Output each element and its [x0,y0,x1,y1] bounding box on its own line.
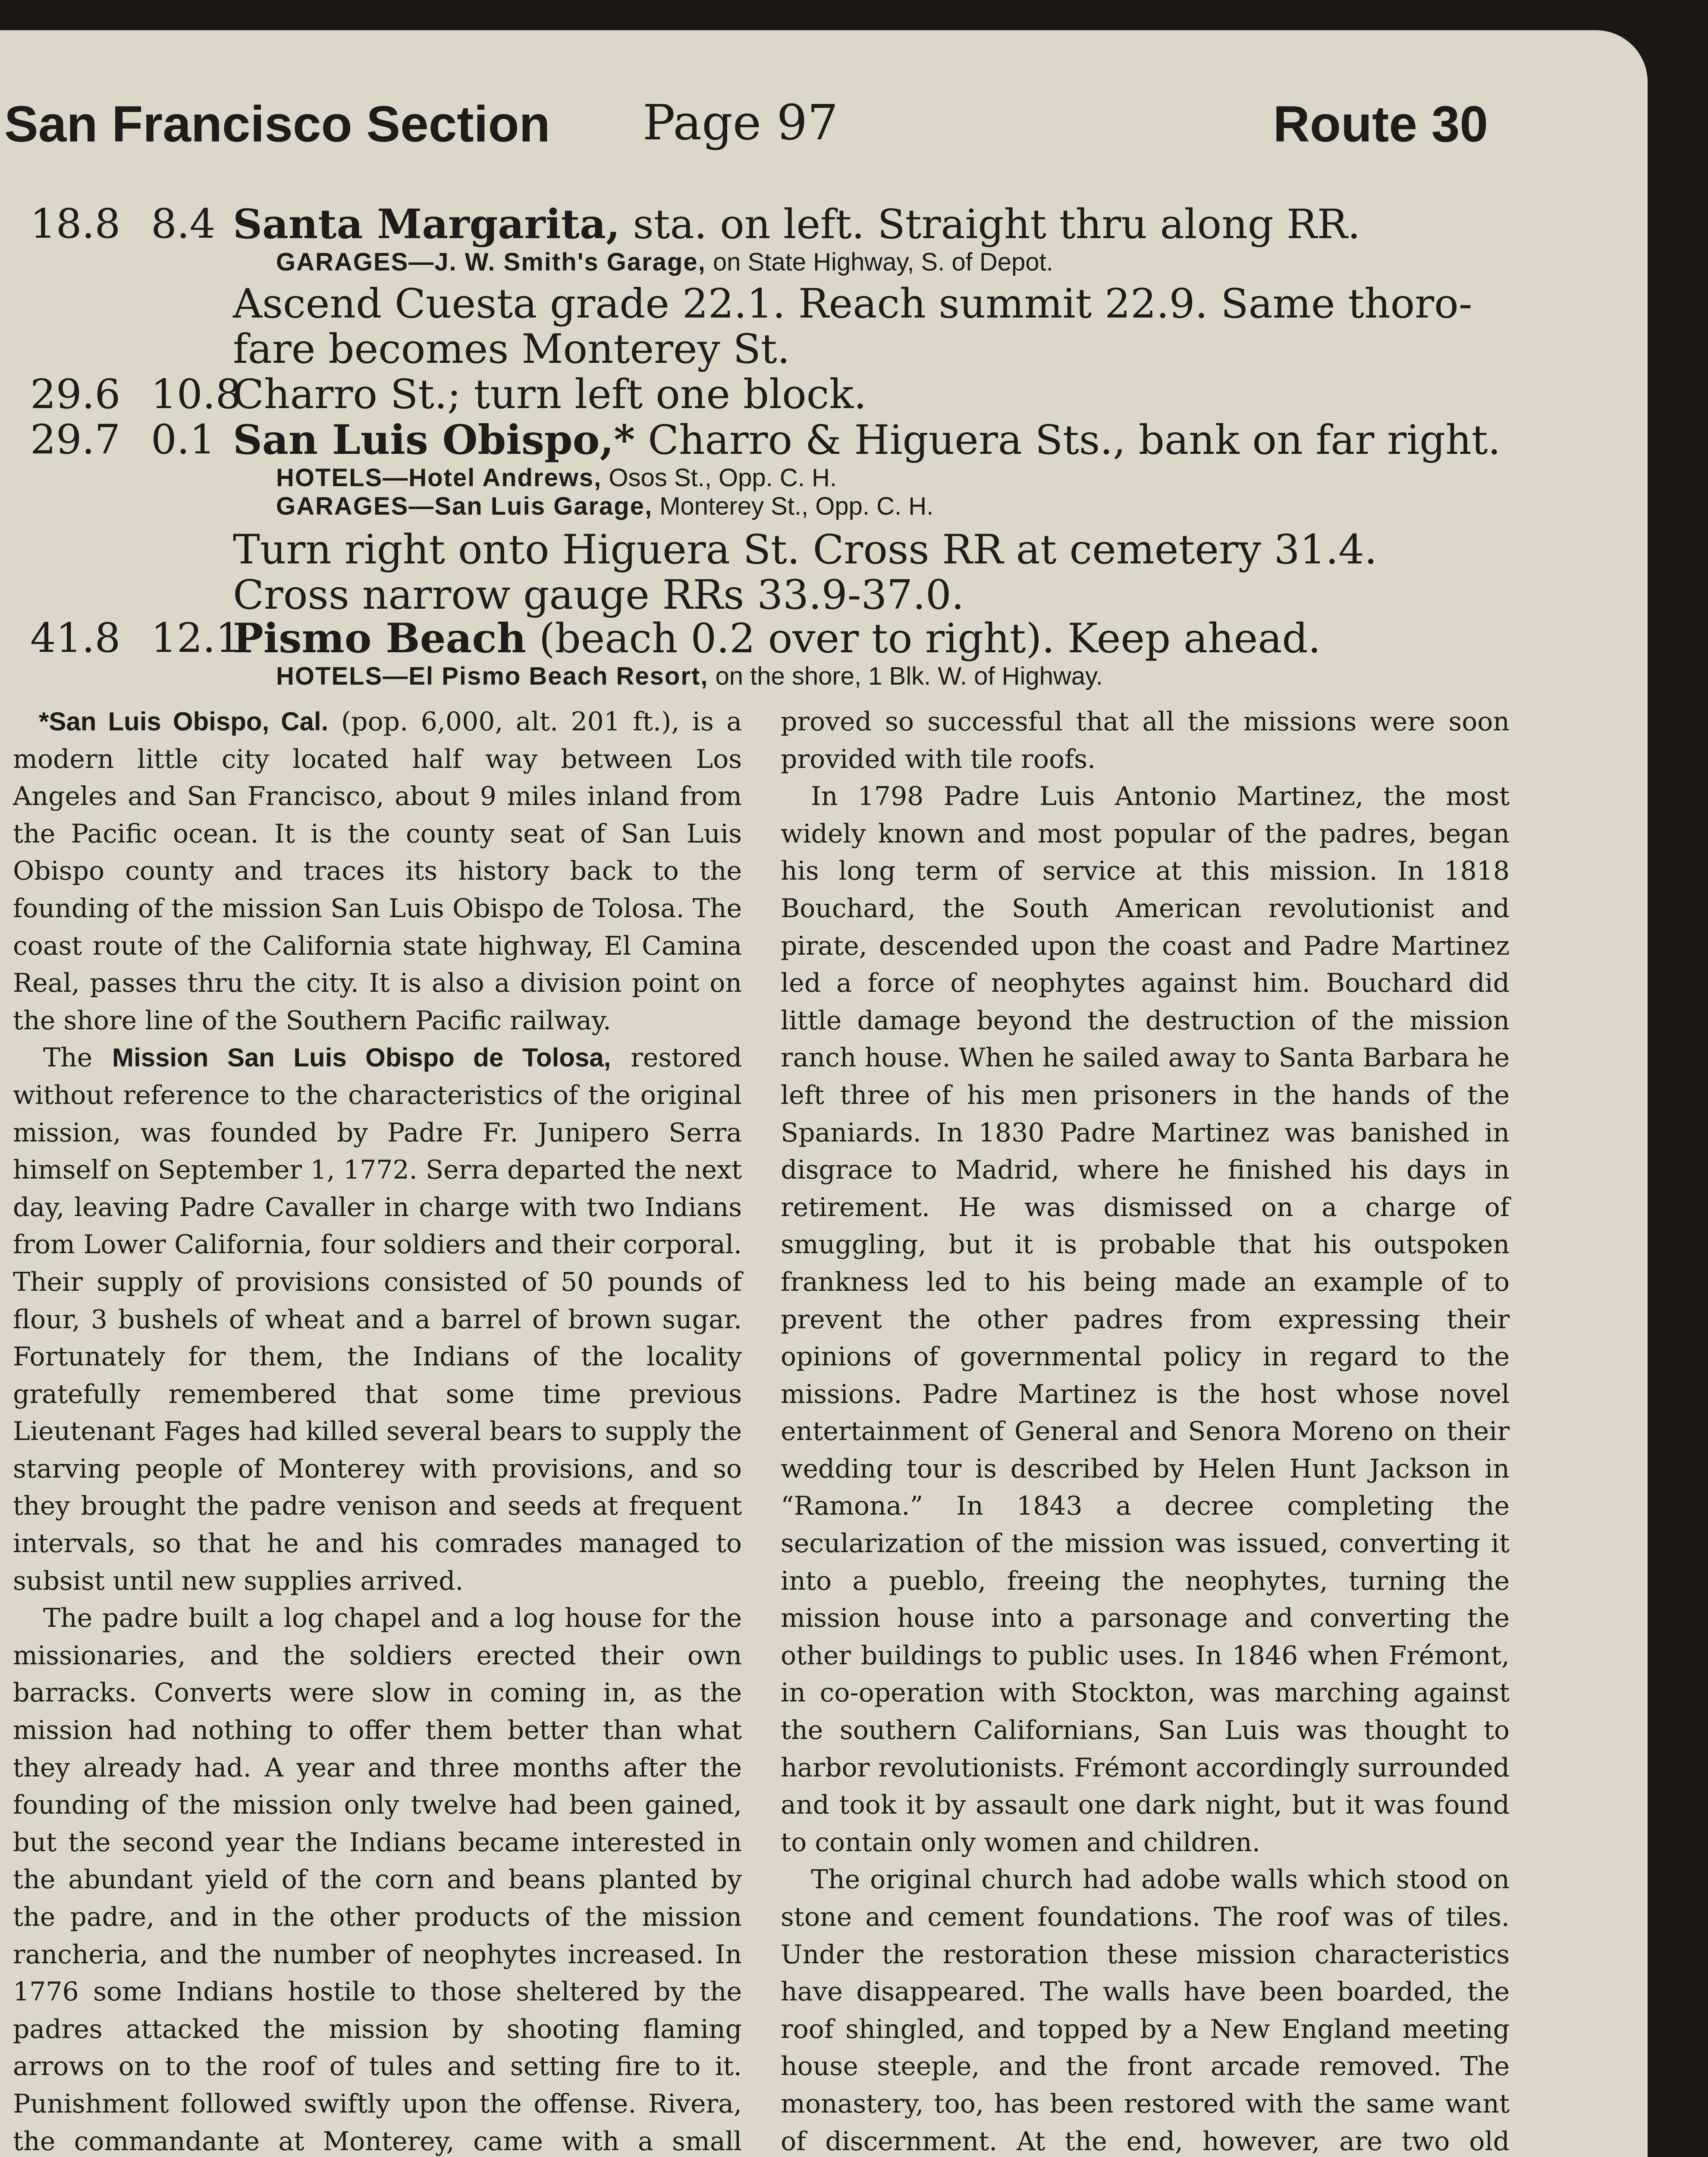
route-detail: Charro St.; turn left one block. [233,371,867,418]
route-detail: fare becomes Monterey St. [233,326,790,373]
paragraph [781,703,1510,778]
route-detail: Ascend Cuesta grade 22.1. Reach summit 22.9. Same thoro- [233,280,1473,327]
footnote-paragraph [13,703,742,1039]
route-detail: (beach 0.2 over to right). Keep ahead. [526,615,1321,662]
place-name: San Luis Obispo,* [233,416,635,464]
paragraph-text: (pop. 6,000, alt. 201 ft.), is a modern little city located half way between Los Angeles and San Francisco, about 9 miles inland from the Pacific ocean. It is the county seat of San Luis Obispo county and traces its history back to the founding of the mission San Luis Obispo de Tolosa. The coast route of the California state highway, El Camina Real, passes thru the city. It is also a division point on the shore line of the Southern Pacific railway. [13,707,742,1036]
paragraph [781,778,1510,1861]
service-listing [276,464,1527,492]
paragraph-text: The padre built a log chapel and a log house for the missionaries, and the soldiers erected their own barracks. Converts were slow in coming in, as the mission had nothing to offer them better than what they already had. A year and three months after the founding of the mission only twelve had been gained, but the second year the Indians became interested in the abundant yield of the corn and beans planted by the padre, and in the other products of the mission rancheria, and the number of neophytes increased. In 1776 some Indians hostile to those sheltered by the padres attacked the mission by shooting flaming arrows on to the roof of tules and setting fire to it. Punishment followed swiftly upon the offense. Rivera, the commandante at Monterey, came with a small [13,1603,742,2157]
service-label: HOTELS—El Pismo Beach Resort, [276,662,709,690]
route-text [233,280,1473,328]
paragraph-text: The original church had adobe walls which stood on stone and cement foundations. The roof was of tiles. Under the restoration these mission characteristics have disappeared. The walls have been boarded, the roof shingled, and topped by a New England meeting house steeple, and the front arcade removed. The monastery, too, has been restored with the same want of discernment. At the end, however, are two old [781,1865,1510,2157]
route-detail: Cross narrow gauge RRs 33.9-37.0. [233,572,964,619]
route-text [233,615,1321,663]
service-label: GARAGES—J. W. Smith's Garage, [276,248,706,276]
service-listing [276,248,1527,277]
service-detail: on State Highway, S. of Depot. [706,248,1053,276]
section-title: San Francisco Section [4,96,550,153]
page-number: Page 97 [643,95,838,151]
paragraph-text: proved so successful that all the missions were soon provided with tile roofs. [781,707,1510,774]
route-text [233,326,790,373]
route-number: Route 30 [1273,96,1488,153]
mileage-segment: 8.4 [151,201,216,248]
book-page [0,30,1648,2157]
service-detail: Monterey St., Opp. C. H. [653,492,934,520]
mileage-total: 29.6 [30,371,121,418]
route-text [233,572,964,619]
route-detail: Charro & Higuera Sts., bank on far right. [635,417,1501,464]
route-detail: Turn right onto Higuera St. Cross RR at cemetery 31.4. [233,526,1377,573]
mileage-total: 41.8 [30,615,121,662]
route-text [233,201,1360,248]
paragraph-text: The [43,1043,113,1073]
paragraph-text: restored without reference to the characteristics of the original mission, was founded by Padre Fr. Junipero Serra himself on September 1, 1772. Serra departed the next day, leaving Padre Cavaller in charge with two Indians from Lower California, four soldiers and their corporal. Their supply of provisions consisted of 50 pounds of flour, 3 bushels of wheat and a barrel of brown sugar. Fortunately for them, the Indians of the locality gratefully remembered that some time previous Lieutenant Fages had killed several bears to supply the starving people of Monterey with provisions, and so they brought the padre venison and seeds at frequent intervals, so that he and his comrades managed to subsist until new supplies arrived. [13,1043,742,1596]
place-name: Santa Margarita, [233,201,620,248]
route-detail: sta. on left. Straight thru along RR. [620,201,1361,248]
mileage-total: 18.8 [30,201,121,248]
service-label: GARAGES—San Luis Garage, [276,492,653,520]
route-text [233,371,867,418]
place-name: Pismo Beach [233,615,526,662]
footnote-heading: *San Luis Obispo, Cal. [39,707,329,736]
left-text-column [13,703,742,2157]
service-label: HOTELS—Hotel Andrews, [276,464,602,492]
service-detail: Osos St., Opp. C. H. [602,464,837,492]
service-listing [276,662,1527,691]
paragraph-text: In 1798 Padre Luis Antonio Martinez, the most widely known and most popular of the padres, began his long term of service at this mission. In 1818 Bouchard, the South American revolutionist and pirate, descended upon the coast and Padre Martinez led a force of neophytes against him. Bouchard did little damage beyond the destruction of the mission ranch house. When he sailed away to Santa Barbara he left three of his men prisoners in the hands of the Spaniards. In 1830 Padre Martinez was banished in disgrace to Madrid, where he finished his days in retirement. He was dismissed on a charge of smuggling, but it is probable that his outspoken frankness led to his being made an example of to prevent the other padres from expressing their opinions of governmental policy in regard to the missions. Padre Martinez is the host whose novel entertainment of General and Senora Moreno on their wedding tour is described by Helen Hunt Jackson in “Ramona.” In 1843 a decree completing the secularization of the mission was issued, converting it into a pueblo, freeing the neophytes, turning the mission house into a parsonage and converting the other buildings to public uses. In 1846 when Frémont, in co-operation with Stockton, was marching against the southern Californians, San Luis was thought to harbor revolutionists. Frémont accordingly surrounded and took it by assault one dark night, but it was found to contain only women and children. [781,781,1510,1858]
mileage-segment: 10.8 [151,371,242,418]
mission-name: Mission San Luis Obispo de Tolosa, [112,1043,611,1072]
route-text [233,526,1377,574]
route-text [233,416,1501,464]
service-detail: on the shore, 1 Blk. W. of Highway. [708,662,1103,690]
mileage-total: 29.7 [30,416,121,463]
service-listing [276,492,1527,521]
paragraph [13,1600,742,2157]
paragraph [13,1039,742,1600]
right-text-column [781,703,1510,2157]
mileage-segment: 0.1 [151,416,216,463]
page-header [4,95,1488,181]
mileage-segment: 12.1 [151,615,242,662]
paragraph [781,1861,1510,2157]
